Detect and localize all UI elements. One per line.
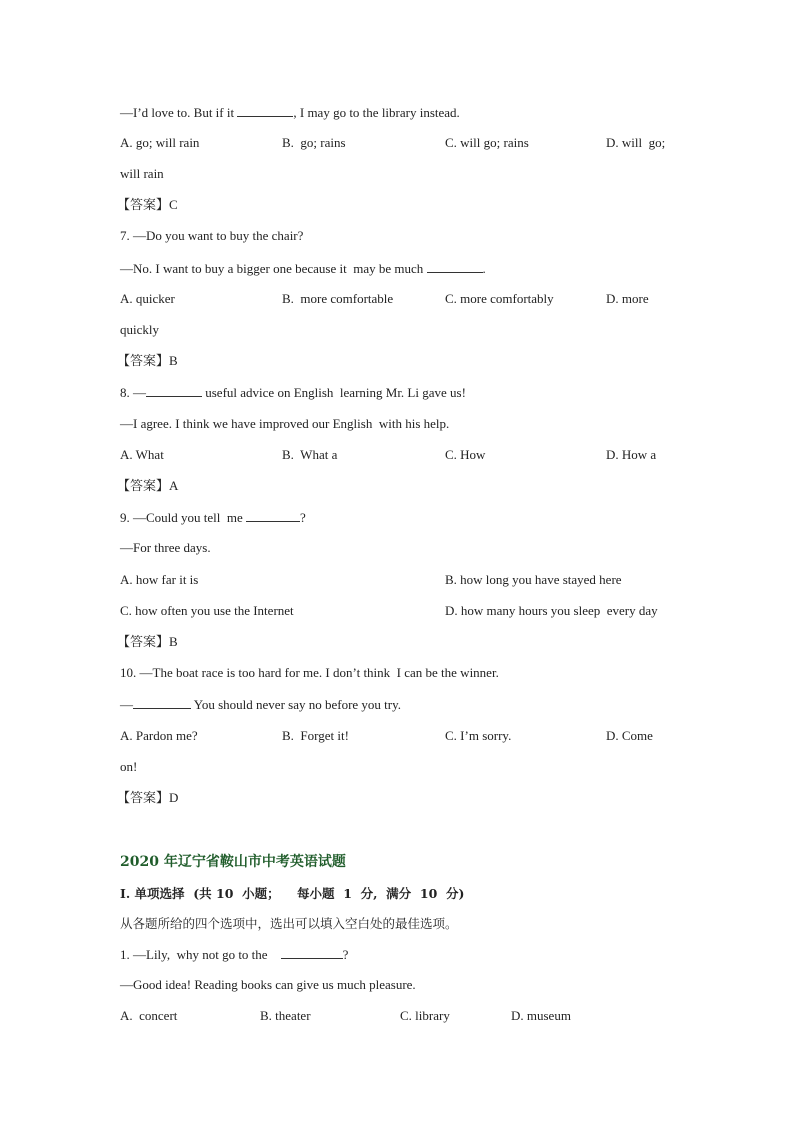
q10-option-d: D. Come (606, 728, 653, 743)
q9-answer: 【答案】B (117, 634, 178, 649)
q8-option-b: B. What a (282, 447, 338, 462)
section-instruction: 从各题所给的四个选项中，选出可以填入空白处的最佳选项。 (120, 916, 458, 931)
q7-option-c: C. more comfortably (445, 291, 554, 306)
q10-reply: — You should never say no before you try. (120, 697, 402, 712)
q10-answer: 【答案】D (117, 790, 179, 805)
q6-option-a: A. go; will rain (120, 135, 200, 150)
q6-answer: 【答案】C (117, 197, 178, 212)
q10-option-d-wrap: on! (120, 759, 138, 774)
section-title: 2020 年辽宁省鞍山市中考英语试题 (120, 854, 346, 870)
answer-blank (246, 509, 300, 522)
q6-option-d: D. will go; (606, 135, 666, 150)
q7-option-a: A. quicker (120, 291, 175, 306)
answer-blank (427, 260, 483, 273)
q8-option-d: D. How a (606, 447, 657, 462)
q8-option-c: C. How (445, 447, 486, 462)
q6-reply: —I’d love to. But if it , I may go to the library instead. (120, 105, 460, 120)
q6-option-b: B. go; rains (282, 135, 346, 150)
q7-option-b: B. more comfortable (282, 291, 394, 306)
q9-option-c: C. how often you use the Internet (120, 603, 294, 618)
q1-option-b: B. theater (260, 1008, 311, 1023)
q10-option-c: C. I’m sorry. (445, 728, 512, 743)
q7-option-d-wrap: quickly (120, 322, 159, 337)
q7-stem: 7. —Do you want to buy the chair? (120, 228, 304, 243)
q1-stem: 1. —Lily, why not go to the ? (120, 947, 349, 962)
q1-reply: —Good idea! Reading books can give us much pleasure. (120, 977, 416, 992)
answer-blank (146, 384, 202, 397)
q9-option-d: D. how many hours you sleep every day (445, 603, 658, 618)
answer-blank (237, 104, 293, 117)
section-subtitle: I. 单项选择 (共 10 小题； 每小题 1 分, 满分 10 分) (120, 886, 465, 901)
q10-option-b: B. Forget it! (282, 728, 349, 743)
q9-option-b: B. how long you have stayed here (445, 572, 622, 587)
answer-blank (133, 696, 191, 709)
q6-option-c: C. will go; rains (445, 135, 529, 150)
q8-stem: 8. — useful advice on English learning Mr. Li gave us! (120, 385, 466, 400)
q1-option-a: A. concert (120, 1008, 178, 1023)
q10-stem: 10. —The boat race is too hard for me. I don’t think I can be the winner. (120, 665, 499, 680)
q9-option-a: A. how far it is (120, 572, 199, 587)
q8-answer: 【答案】A (117, 478, 179, 493)
q8-option-a: A. What (120, 447, 164, 462)
q6-option-d-wrap: will rain (120, 166, 164, 181)
q9-stem: 9. —Could you tell me ? (120, 510, 306, 525)
answer-blank (281, 946, 343, 959)
q8-reply: —I agree. I think we have improved our English with his help. (120, 416, 450, 431)
q7-reply: —No. I want to buy a bigger one because it may be much . (120, 261, 486, 276)
q7-option-d: D. more (606, 291, 649, 306)
q9-reply: —For three days. (120, 540, 211, 555)
q1-option-d: D. museum (511, 1008, 571, 1023)
q7-answer: 【答案】B (117, 353, 178, 368)
q1-option-c: C. library (400, 1008, 450, 1023)
q10-option-a: A. Pardon me? (120, 728, 198, 743)
